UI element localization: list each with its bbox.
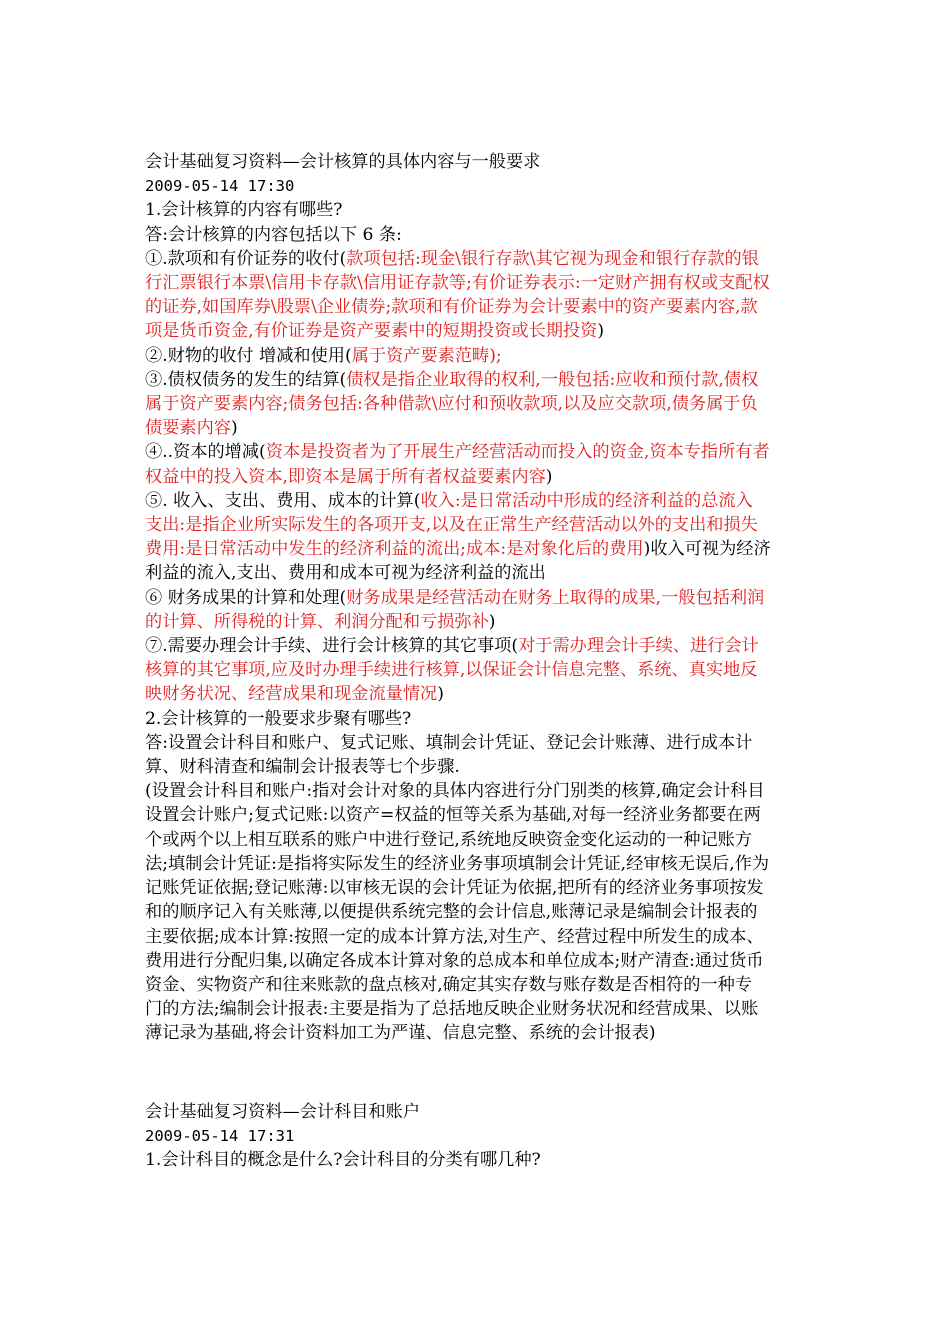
item-4-line-1: ④..资本的增减(资本是投资者为了开展生产经营活动而投入的资金,资本专指所有者 <box>145 442 770 463</box>
answer-2-line-1: 答:设置会计科目和账户、复式记账、填制会计凭证、登记会计账薄、进行成本计 <box>145 732 753 753</box>
explain-line-5: 记账凭证依据;登记账薄:以审核无误的会计凭证为依据,把所有的经济业务事项按发 <box>145 878 764 899</box>
explain-line-10: 门的方法;编制会计报表:主要是指为了总括地反映企业财务状况和经营成果、以账 <box>145 999 759 1020</box>
explain-line-8: 费用进行分配归集,以确定各成本计算对象的总成本和单位成本;财产清查:通过货币 <box>145 950 764 971</box>
section-2-question-1: 1.会计科目的概念是什么?会计科目的分类有哪几种? <box>145 1149 541 1170</box>
explain-line-4: 法;填制会计凭证:是指将实际发生的经济业务事项填制会计凭证,经审核无误后,作为 <box>145 853 770 874</box>
item-3-line-2: 属于资产要素内容;债务包括:各种借款\应付和预收款项,以及应交款项,债务属于负 <box>145 394 758 415</box>
item-6-line-1: ⑥ 财务成果的计算和处理(财务成果是经营活动在财务上取得的成果,一般包括利润 <box>145 587 765 608</box>
explain-line-1: (设置会计科目和账户:指对会计对象的具体内容进行分门别类的核算,确定会计科目 <box>145 781 765 802</box>
item-5-line-3: 费用:是日常活动中发生的经济利益的流出;成本:是对象化后的费用)收入可视为经济 <box>145 539 771 560</box>
item-5-line-2: 支出:是指企业所实际发生的各项开支,以及在正常生产经营活动以外的支出和损失 <box>145 515 758 536</box>
question-1: 1.会计核算的内容有哪些? <box>145 200 343 221</box>
item-5-line-4: 利益的流入,支出、费用和成本可视为经济利益的流出 <box>145 563 546 584</box>
item-6-line-2: 的计算、所得税的计算、利润分配和亏损弥补) <box>145 611 496 632</box>
item-1-line-1: ①.款项和有价证券的收付(款项包括:现金\银行存款\其它视为现金和银行存款的银 <box>145 248 759 269</box>
item-1-line-4: 项是货币资金,有价证券是资产要素中的短期投资或长期投资) <box>145 321 605 342</box>
item-1-line-3: 的证券,如国库券\股票\企业债券;款项和有价证券为会计要素中的资产要素内容,款 <box>145 297 758 318</box>
explain-line-2: 设置会计账户;复式记账:以资产=权益的恒等关系为基础,对每一经济业务都要在两 <box>145 805 761 826</box>
item-5-line-1: ⑤. 收入、支出、费用、成本的计算(收入:是日常活动中形成的经济利益的总流入 <box>145 490 753 511</box>
item-3-line-1: ③.债权债务的发生的结算(债权是指企业取得的权利,一般包括:应收和预付款,债权 <box>145 369 759 390</box>
explain-line-7: 主要依据;成本计算:按照一定的成本计算方法,对生产、经营过程中所发生的成本、 <box>145 926 764 947</box>
answer-1: 答:会计核算的内容包括以下 6 条: <box>145 224 402 245</box>
item-2-line-1: ②.财物的收付 增减和使用(属于资产要素范畴); <box>145 345 502 366</box>
document-page <box>145 150 835 1172</box>
item-7-line-2: 核算的其它事项,应及时办理手续进行核算,以保证会计信息完整、系统、真实地反 <box>145 660 758 681</box>
question-2: 2.会计核算的一般要求步聚有哪些? <box>145 708 412 729</box>
item-1-line-2: 行汇票银行本票\信用卡存款\信用证存款等;有价证券表示:一定财产拥有权或支配权 <box>145 273 770 294</box>
item-3-line-3: 债要素内容) <box>145 418 238 439</box>
item-4-line-2: 权益中的投入资本,即资本是属于所有者权益要素内容) <box>145 466 553 487</box>
section-2-date: 2009-05-14 17:31 <box>145 1126 295 1145</box>
section-title: 会计基础复习资料—会计核算的具体内容与一般要求 <box>145 152 541 172</box>
item-7-line-1: ⑦.需要办理会计手续、进行会计核算的其它事项(对于需办理会计手续、进行会计 <box>145 636 759 657</box>
answer-2-line-2: 算、财科清查和编制会计报表等七个步骤. <box>145 757 460 778</box>
explain-line-3: 个或两个以上相互联系的账户中进行登记,系统地反映资金变化运动的一种记账方 <box>145 829 753 850</box>
post-date: 2009-05-14 17:30 <box>145 177 295 196</box>
section-gap <box>145 1046 835 1100</box>
explain-line-11: 薄记录为基础,将会计资料加工为严谨、信息完整、系统的会计报表) <box>145 1023 656 1044</box>
explain-line-6: 和的顺序记入有关账薄,以便提供系统完整的会计信息,账薄记录是编制会计报表的 <box>145 902 758 923</box>
section-2-title: 会计基础复习资料—会计科目和账户 <box>145 1101 421 1122</box>
item-7-line-3: 映财务状况、经营成果和现金流量情况) <box>145 684 444 705</box>
explain-line-9: 资金、实物资产和往来账款的盘点核对,确定其实存数与账存数是否相符的一种专 <box>145 974 753 995</box>
